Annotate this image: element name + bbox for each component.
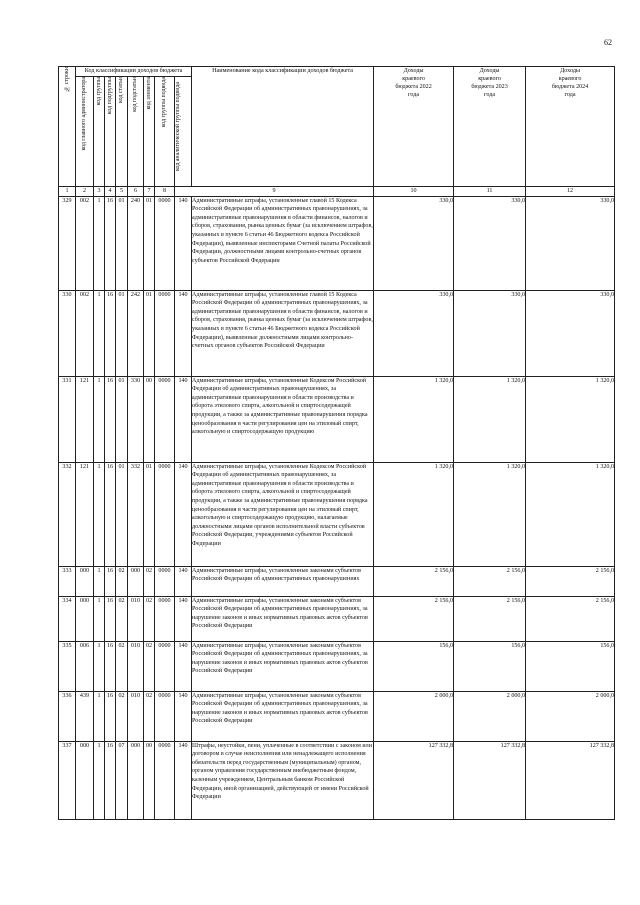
income-2022: 2 000,0 [374, 691, 454, 741]
income-name: Административные штрафы, установленные Кодексом Российской Федерации об административных правонарушениях, за административные правонарушения в области производства и оборота этилового спирта, алкогольной и спиртосодержащей продукции, а также за административные правонарушения порядка ценообразования в части регулирования цен на этиловый спирт, алкогольную и спиртосодержащую продукцию, налагаемые должностными лицами органов исполнительной власти субъектов Российской Федерации, учреждениями субъектов Российской Федерации [192, 462, 374, 566]
income-2022: 1 320,0 [374, 376, 454, 462]
classification-code-header: Код классификации доходов бюджета [76, 67, 192, 77]
code-cell-subtype-group: 0000 [155, 196, 175, 290]
code-cell-element: 02 [144, 641, 155, 691]
income-2022: 1 320,0 [374, 462, 454, 566]
row-number: 329 [59, 196, 76, 290]
code-cell-analytic-group: 140 [175, 741, 192, 819]
code-cell-subgroup: 16 [105, 691, 116, 741]
income-2024: 156,0 [526, 641, 615, 691]
table-row [59, 196, 615, 290]
income-2023: 2 156,0 [454, 566, 526, 596]
income-2024: 1 320,0 [526, 462, 615, 566]
code-cell-subgroup: 16 [105, 462, 116, 566]
code-cell-admin: 000 [76, 596, 94, 641]
row-number: 331 [59, 376, 76, 462]
income-2023: 330,0 [454, 290, 526, 376]
income-name: Административные штрафы, установленные законами субъектов Российской Федерации об административных правонарушениях, за нарушение законов и иных нормативных правовых актов субъектов Российской Федерации [192, 641, 374, 691]
code-header-analytic-group: код аналитической группы подвида [175, 77, 192, 187]
income-2024: 330,0 [526, 196, 615, 290]
income-2022: 2 156,0 [374, 596, 454, 641]
code-cell-element: 01 [144, 196, 155, 290]
row-number: 336 [59, 691, 76, 741]
code-cell-element: 00 [144, 741, 155, 819]
code-cell-subgroup: 16 [105, 196, 116, 290]
code-cell-subtype-group: 0000 [155, 462, 175, 566]
code-cell-admin: 121 [76, 462, 94, 566]
code-cell-analytic-group: 140 [175, 566, 192, 596]
row-number: 334 [59, 596, 76, 641]
income-name: Административные штрафы, установленные законами субъектов Российской Федерации об административных правонарушениях, за нарушение законов и иных нормативных правовых актов субъектов Российской Федерации [192, 691, 374, 741]
code-cell-admin: 002 [76, 290, 94, 376]
code-cell-substatya: 240 [128, 196, 144, 290]
table-row [59, 691, 615, 741]
income-2024: 330,0 [526, 290, 615, 376]
column-number: 1 [59, 187, 76, 197]
code-cell-analytic-group: 140 [175, 462, 192, 566]
code-cell-group: 1 [94, 691, 105, 741]
code-cell-subgroup: 16 [105, 596, 116, 641]
code-cell-group: 1 [94, 376, 105, 462]
code-cell-group: 1 [94, 290, 105, 376]
code-cell-element: 01 [144, 462, 155, 566]
column-number: 6 [128, 187, 144, 197]
code-cell-admin: 000 [76, 566, 94, 596]
income-name: Штрафы, неустойки, пени, уплаченные в соответствии с законом или договором в случае неисполнения или ненадлежащего исполнения обязательств перед государственным (муниципальным) органом, органом управления государственным внебюджетным фондом, казенным учреждением, Центральным банком Российской Федерации, иной организацией, действующей от имени Российской Федерации [192, 741, 374, 819]
income-2023-header: Доходы краевого бюджета 2023 года [454, 67, 526, 187]
code-cell-article: 01 [116, 290, 128, 376]
code-cell-analytic-group: 140 [175, 596, 192, 641]
name-header: Наименование кода классификации доходов бюджета [192, 67, 374, 187]
code-cell-subtype-group: 0000 [155, 641, 175, 691]
income-2024-header: Доходы краевого бюджета 2024 года [526, 67, 615, 187]
page-number: 62 [604, 38, 612, 47]
column-number: 2 [76, 187, 94, 197]
code-cell-substatya: 010 [128, 641, 144, 691]
code-cell-element: 01 [144, 290, 155, 376]
code-header-article: код статьи [116, 77, 128, 187]
code-cell-article: 01 [116, 196, 128, 290]
code-cell-subtype-group: 0000 [155, 596, 175, 641]
column-number: 9 [175, 187, 374, 197]
table-row [59, 290, 615, 376]
column-number: 11 [454, 187, 526, 197]
income-2023: 156,0 [454, 641, 526, 691]
code-cell-analytic-group: 140 [175, 691, 192, 741]
code-header-admin: код главного администратора [76, 77, 94, 187]
code-cell-substatya: 242 [128, 290, 144, 376]
code-cell-article: 02 [116, 691, 128, 741]
code-cell-group: 1 [94, 566, 105, 596]
code-cell-subtype-group: 0000 [155, 376, 175, 462]
table-row [59, 641, 615, 691]
code-cell-article: 07 [116, 741, 128, 819]
code-cell-subtype-group: 0000 [155, 741, 175, 819]
code-cell-element: 02 [144, 596, 155, 641]
income-2023: 127 332,8 [454, 741, 526, 819]
income-2023: 330,0 [454, 196, 526, 290]
table-row [59, 376, 615, 462]
income-2023: 1 320,0 [454, 462, 526, 566]
income-2022: 2 156,0 [374, 566, 454, 596]
income-2022: 156,0 [374, 641, 454, 691]
code-cell-subgroup: 16 [105, 741, 116, 819]
row-number: 335 [59, 641, 76, 691]
code-cell-admin: 000 [76, 741, 94, 819]
income-name: Административные штрафы, установленные главой 15 Кодекса Российской Федерации об административных правонарушениях, за административные правонарушения в области финансов, налогов и сборов, страхования, рынка ценных бумаг (за исключением штрафов, указанных в пункте 6 статьи 46 Бюджетного кодекса Российской Федерации), выявленные должностными лицами контрольно-счетных органов субъектов Российской Федерации [192, 290, 374, 376]
income-2024: 2 156,0 [526, 596, 615, 641]
code-cell-admin: 439 [76, 691, 94, 741]
code-cell-subgroup: 16 [105, 566, 116, 596]
income-name: Административные штрафы, установленные законами субъектов Российской Федерации об административных правонарушениях [192, 566, 374, 596]
row-number: 337 [59, 741, 76, 819]
code-cell-element: 02 [144, 691, 155, 741]
code-cell-element: 02 [144, 566, 155, 596]
table-row [59, 741, 615, 819]
table-row [59, 566, 615, 596]
code-cell-substatya: 010 [128, 691, 144, 741]
column-number: 5 [116, 187, 128, 197]
code-header-element: код элемента [144, 77, 155, 187]
income-2024: 2 000,0 [526, 691, 615, 741]
code-cell-admin: 006 [76, 641, 94, 691]
budget-income-table [58, 66, 615, 820]
code-cell-group: 1 [94, 196, 105, 290]
code-cell-subgroup: 16 [105, 290, 116, 376]
code-cell-substatya: 330 [128, 376, 144, 462]
code-cell-article: 02 [116, 596, 128, 641]
income-2022: 127 332,8 [374, 741, 454, 819]
income-2022: 330,0 [374, 290, 454, 376]
column-number: 3 [94, 187, 105, 197]
code-cell-article: 02 [116, 641, 128, 691]
code-cell-subgroup: 16 [105, 641, 116, 691]
code-cell-subtype-group: 0000 [155, 566, 175, 596]
code-cell-analytic-group: 140 [175, 376, 192, 462]
income-2024: 2 156,0 [526, 566, 615, 596]
income-2023: 2 156,0 [454, 596, 526, 641]
income-2022: 330,0 [374, 196, 454, 290]
table-row [59, 462, 615, 566]
code-cell-substatya: 332 [128, 462, 144, 566]
row-number: 333 [59, 566, 76, 596]
row-number-header: № строки [59, 67, 76, 187]
code-cell-substatya: 010 [128, 596, 144, 641]
code-cell-admin: 002 [76, 196, 94, 290]
code-cell-group: 1 [94, 741, 105, 819]
code-cell-group: 1 [94, 462, 105, 566]
code-cell-group: 1 [94, 596, 105, 641]
code-cell-subgroup: 16 [105, 376, 116, 462]
code-cell-group: 1 [94, 641, 105, 691]
code-header-group: код группы [94, 77, 105, 187]
income-2024: 127 332,8 [526, 741, 615, 819]
code-cell-admin: 121 [76, 376, 94, 462]
income-2023: 2 000,0 [454, 691, 526, 741]
code-cell-subtype-group: 0000 [155, 290, 175, 376]
code-cell-analytic-group: 140 [175, 196, 192, 290]
code-cell-analytic-group: 140 [175, 290, 192, 376]
row-number: 332 [59, 462, 76, 566]
column-number: 12 [526, 187, 615, 197]
income-name: Административные штрафы, установленные законами субъектов Российской Федерации об административных правонарушениях, за нарушение законов и иных нормативных правовых актов субъектов Российской Федерации [192, 596, 374, 641]
code-cell-substatya: 000 [128, 741, 144, 819]
code-cell-article: 02 [116, 566, 128, 596]
code-header-substatya: код подстатьи [128, 77, 144, 187]
column-number: 7 [144, 187, 155, 197]
code-cell-analytic-group: 140 [175, 641, 192, 691]
code-cell-subtype-group: 0000 [155, 691, 175, 741]
income-2023: 1 320,0 [454, 376, 526, 462]
code-cell-article: 01 [116, 376, 128, 462]
column-number: 10 [374, 187, 454, 197]
income-2024: 1 320,0 [526, 376, 615, 462]
row-number: 330 [59, 290, 76, 376]
income-2022-header: Доходы краевого бюджета 2022 года [374, 67, 454, 187]
table-row [59, 596, 615, 641]
column-number: 4 [105, 187, 116, 197]
column-number: 8 [155, 187, 175, 197]
code-header-subtype-group: код группы подвида [155, 77, 175, 187]
code-header-subgroup: код подгруппы [105, 77, 116, 187]
column-number-row [59, 187, 615, 197]
income-name: Административные штрафы, установленные главой 15 Кодекса Российской Федерации об административных правонарушениях, за административные правонарушения в области финансов, налогов и сборов, страхования, рынка ценных бумаг (за исключением штрафов, указанных в пункте 6 статьи 46 Бюджетного кодекса Российской Федерации), выявленные инспекторами Счетной палаты Российской Федерации, должностными лицами контрольно-счетных органов субъектов Российской Федерации [192, 196, 374, 290]
code-cell-element: 00 [144, 376, 155, 462]
code-cell-substatya: 000 [128, 566, 144, 596]
income-name: Административные штрафы, установленные Кодексом Российской Федерации об административных правонарушениях, за административные правонарушения в области производства и оборота этилового спирта, алкогольной и спиртосодержащей продукции, а также за административные правонарушения порядка ценообразования в части регулирования цен на этиловый спирт, алкогольную и спиртосодержащую продукцию [192, 376, 374, 462]
code-cell-article: 01 [116, 462, 128, 566]
